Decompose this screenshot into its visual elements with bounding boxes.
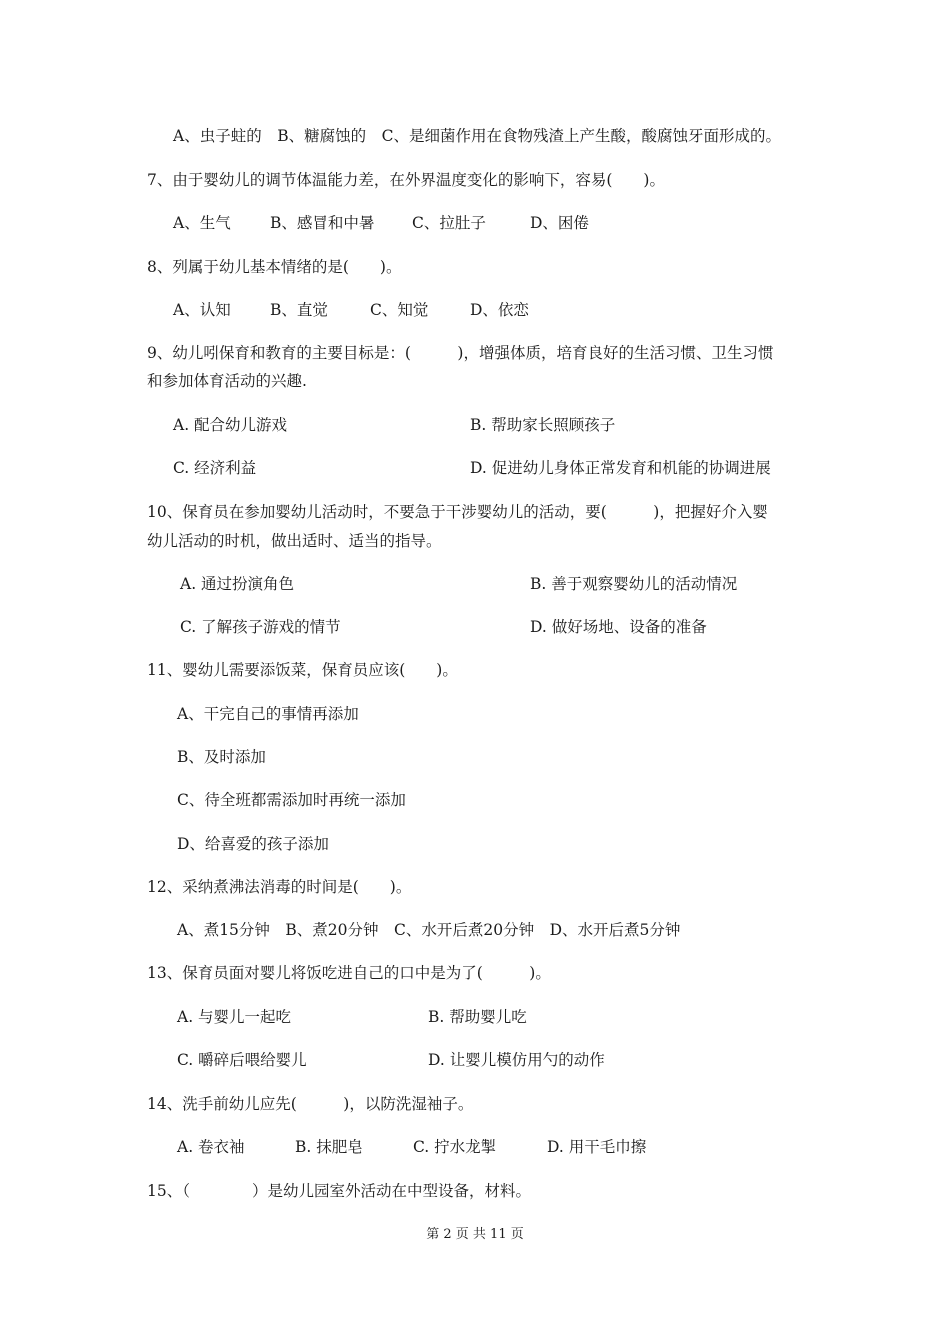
- q14-question: 14、洗手前幼儿应先( )，以防洗湿袖子。: [147, 1095, 474, 1113]
- q13-option-a: A. 与婴儿一起吃: [177, 1008, 292, 1026]
- q11-question: 11、婴幼儿需要添饭菜，保育员应该( )。: [147, 661, 458, 679]
- q7-question: 7、由于婴幼儿的调节体温能力差，在外界温度变化的影响下，容易( )。: [147, 171, 665, 189]
- q12-options: A、煮15分钟 B、煮20分钟 C、水开后煮20分钟 D、水开后煮5分钟: [177, 921, 681, 939]
- q13-option-d: D. 让婴儿模仿用勺的动作: [428, 1051, 605, 1069]
- q8-option-b: B、直觉: [270, 301, 328, 319]
- q10-option-b: B. 善于观察婴幼儿的活动情况: [530, 575, 738, 593]
- q13-option-b: B. 帮助婴儿吃: [428, 1008, 527, 1026]
- q10-option-d: D. 做好场地、设备的准备: [530, 618, 707, 636]
- q7-option-a: A、生气: [173, 214, 231, 232]
- q14-option-d: D. 用干毛巾擦: [547, 1138, 647, 1156]
- q14-option-c: C. 拧水龙掣: [413, 1138, 497, 1156]
- q14-option-b: B. 抹肥皂: [295, 1138, 363, 1156]
- q9-option-d: D. 促进幼儿身体正常发育和机能的协调进展: [470, 459, 771, 477]
- q11-option-b: B、及时添加: [177, 748, 266, 766]
- q14-option-a: A. 卷衣袖: [177, 1138, 245, 1156]
- q10-question-line1: 10、保育员在参加婴幼儿活动时，不要急于干涉婴幼儿的活动，要( )，把握好介入婴: [147, 503, 768, 521]
- q15-question: 15、（ ）是幼儿园室外活动在中型设备，材料。: [147, 1182, 531, 1200]
- q9-option-a: A. 配合幼儿游戏: [173, 416, 288, 434]
- q8-option-d: D、依恋: [470, 301, 529, 319]
- q9-option-c: C. 经济利益: [173, 459, 257, 477]
- q7-option-d: D、困倦: [530, 214, 589, 232]
- q13-question: 13、保育员面对婴儿将饭吃进自己的口中是为了( )。: [147, 964, 551, 982]
- q11-option-c: C、待全班都需添加时再统一添加: [177, 791, 406, 809]
- q7-option-b: B、感冒和中暑: [270, 214, 375, 232]
- q8-option-a: A、认知: [173, 301, 231, 319]
- q10-question-line2: 幼儿活动的时机，做出适时、适当的指导。: [147, 532, 442, 550]
- q6-options: A、虫子蛀的 B、糖腐蚀的 C、是细菌作用在食物残渣上产生酸，酸腐蚀牙面形成的。: [173, 127, 781, 145]
- page-footer: 第 2 页 共 11 页: [426, 1227, 524, 1242]
- q11-option-d: D、给喜爱的孩子添加: [177, 835, 329, 853]
- q10-option-a: A. 通过扮演角色: [180, 575, 295, 593]
- q12-question: 12、采纳煮沸法消毒的时间是( )。: [147, 878, 412, 896]
- q9-option-b: B. 帮助家长照顾孩子: [470, 416, 616, 434]
- q7-option-c: C、拉肚子: [412, 214, 486, 232]
- q8-option-c: C、知觉: [370, 301, 429, 319]
- q13-option-c: C. 嚼碎后喂给婴儿: [177, 1051, 307, 1069]
- q10-option-c: C. 了解孩子游戏的情节: [180, 618, 341, 636]
- q9-question-line1: 9、幼儿吲保育和教育的主要目标是：( )，增强体质，培育良好的生活习惯、卫生习惯: [147, 344, 774, 362]
- q11-option-a: A、干完自己的事情再添加: [177, 705, 359, 723]
- q9-question-line2: 和参加体育活动的兴趣.: [147, 372, 307, 390]
- q8-question: 8、列属于幼儿基本情绪的是( )。: [147, 258, 402, 276]
